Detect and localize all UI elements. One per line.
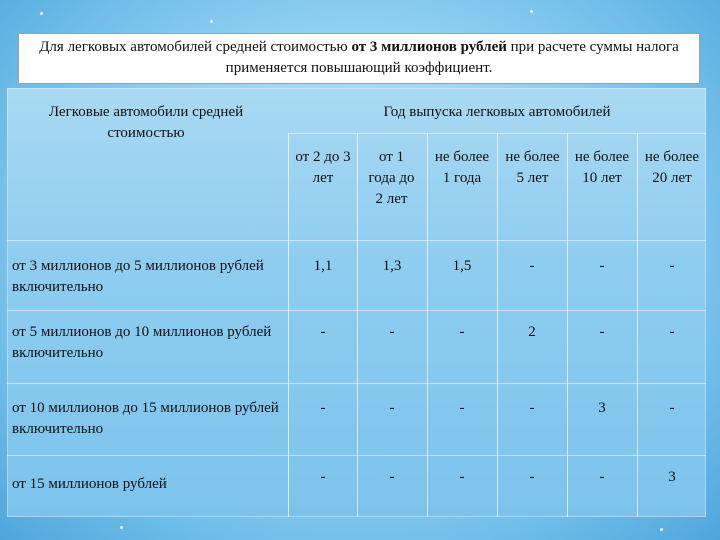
column-divider (427, 133, 428, 517)
table-cell: 2 (528, 324, 536, 340)
table-cell: - (389, 324, 395, 340)
note-text-after: при расчете суммы налога применяется повышающий коэффициент. (225, 39, 679, 76)
table-cell: - (459, 469, 465, 485)
note-text-before: Для легковых автомобилей средней стоимостью (39, 39, 352, 55)
table-cell: - (669, 258, 675, 274)
table-cell: 1,5 (452, 258, 472, 274)
column-divider (357, 133, 358, 517)
table-cell: - (389, 400, 395, 416)
table-cell: 3 (668, 469, 676, 485)
table-cell: - (320, 324, 326, 340)
table-cell: - (669, 324, 675, 340)
tax-note (18, 33, 700, 84)
header-year-group: Год выпуска легковых автомобилей (383, 104, 611, 120)
table-cell: 1,1 (313, 258, 333, 274)
column-header: не более 1 года (434, 149, 490, 186)
sparkle-decoration (210, 20, 213, 23)
table-cell: - (599, 258, 605, 274)
row-divider (7, 240, 706, 241)
column-divider (288, 133, 289, 517)
table-cell: - (320, 469, 326, 485)
row-label: от 15 миллионов рублей (12, 476, 167, 492)
table-cell: - (459, 324, 465, 340)
table-cell: - (320, 400, 326, 416)
table-cell: - (459, 400, 465, 416)
column-header: не более 20 лет (644, 149, 700, 186)
column-header: от 1 года до 2 лет (368, 149, 415, 207)
table-cell: - (529, 400, 535, 416)
column-divider (497, 133, 498, 517)
column-header: не более 10 лет (574, 149, 630, 186)
table-cell: - (599, 469, 605, 485)
sparkle-decoration (120, 526, 123, 529)
column-header: не более 5 лет (505, 149, 560, 186)
row-label: от 3 миллионов до 5 миллионов рублей включительно (12, 258, 264, 295)
row-divider (288, 133, 706, 134)
column-divider (567, 133, 568, 517)
table-cell: 1,3 (382, 258, 402, 274)
sparkle-decoration (660, 528, 663, 531)
table-cell: - (529, 469, 535, 485)
table-cell: - (669, 400, 675, 416)
row-divider (7, 455, 706, 456)
row-divider (7, 310, 706, 311)
table-cell: - (389, 469, 395, 485)
column-header: от 2 до 3 лет (295, 149, 351, 186)
sparkle-decoration (530, 10, 533, 13)
row-label: от 10 миллионов до 15 миллионов рублей включительно (12, 400, 279, 437)
row-label: от 5 миллионов до 10 миллионов рублей включительно (12, 324, 272, 361)
table-cell: - (529, 258, 535, 274)
note-text-bold: от 3 миллионов рублей (351, 39, 507, 55)
table-cell: - (599, 324, 605, 340)
sparkle-decoration (40, 12, 43, 15)
header-car-value: Легковые автомобили средней стоимостью (48, 104, 244, 141)
column-divider (637, 133, 638, 517)
table-cell: 3 (598, 400, 606, 416)
row-divider (7, 383, 706, 384)
